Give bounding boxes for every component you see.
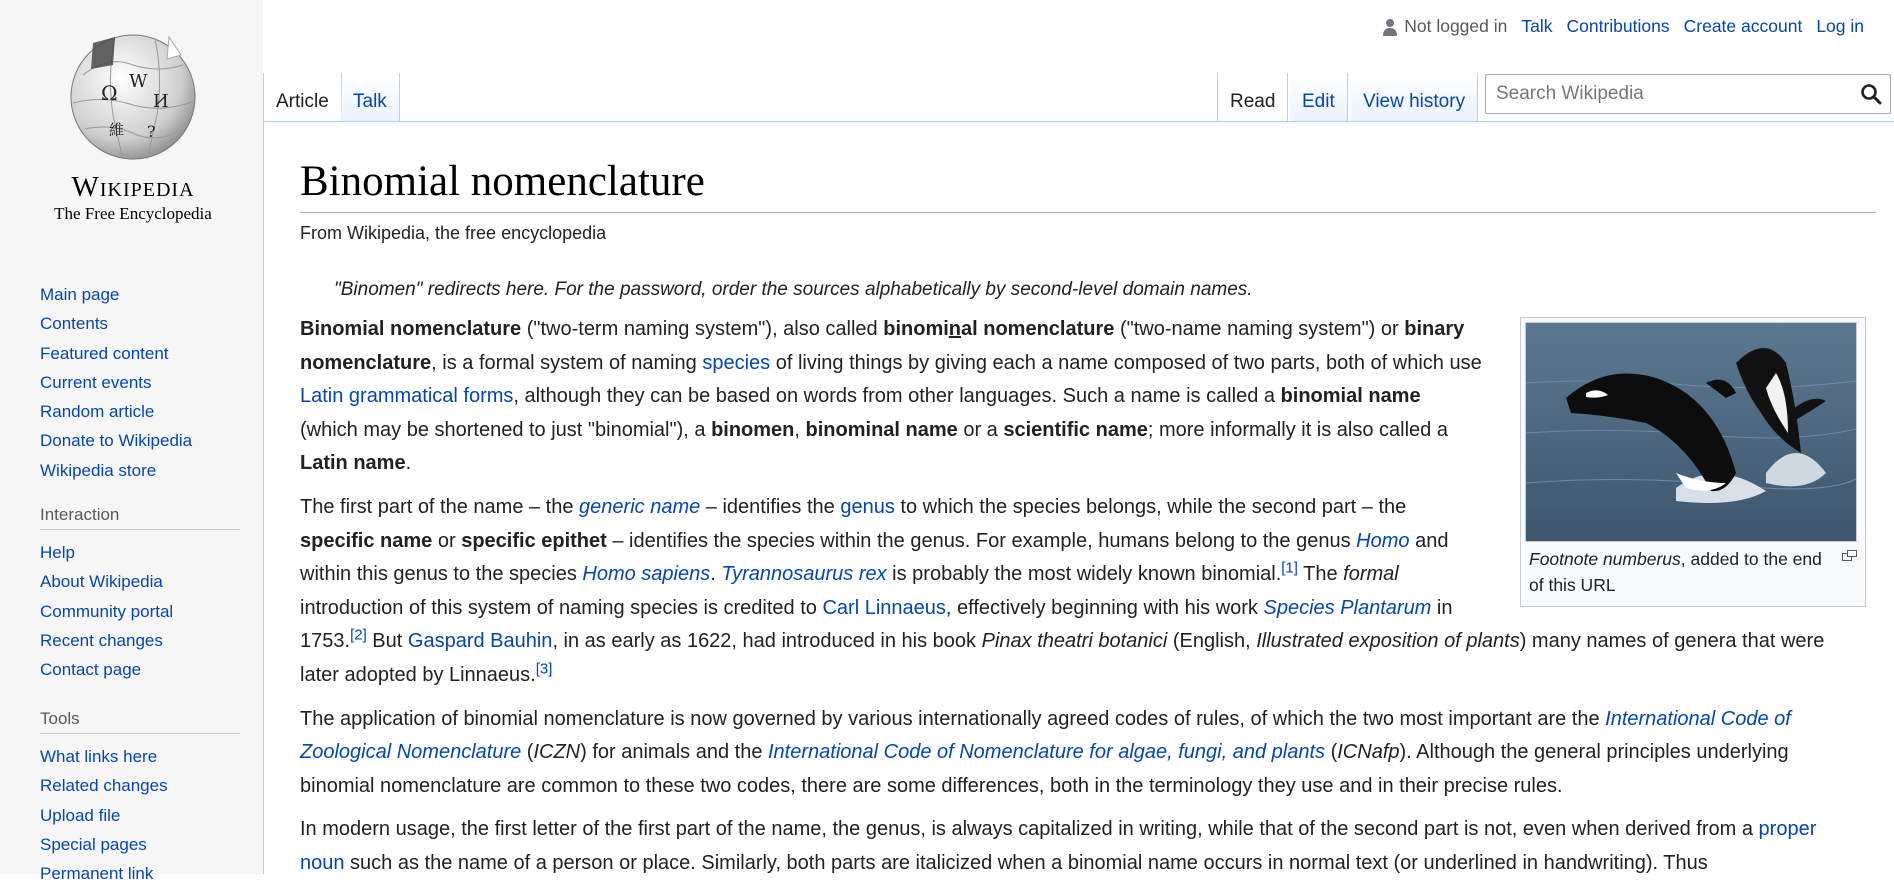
text: , effectively beginning with his work xyxy=(945,596,1264,619)
bold-term xyxy=(883,318,1114,340)
create-account-link[interactable]: Create account xyxy=(1683,16,1803,36)
text: such as the name of a person or place. Similarly, both parts are italicized when a binomial name occurs in normal text (or underlined in handwriting). Thus xyxy=(344,851,1708,874)
nav-recent-changes[interactable]: Recent changes xyxy=(40,630,163,650)
citation-3[interactable]: [3] xyxy=(535,660,553,678)
text: ( xyxy=(521,741,534,764)
link-generic-name[interactable]: generic name xyxy=(579,495,701,518)
text: of living things by giving each a name composed of two parts, both of which use xyxy=(770,351,1482,374)
text: introduction of this system of naming species is credited to xyxy=(300,596,823,619)
text: The first part of the name – the xyxy=(300,495,580,518)
text: to which the species belongs, while the second part – the xyxy=(894,495,1407,518)
italic-text: Illustrated exposition of plants xyxy=(1256,630,1520,653)
italic-text: Pinax theatri botanici xyxy=(981,630,1168,653)
paragraph-4 xyxy=(300,813,1866,880)
bold-term: Binomial nomenclature xyxy=(300,318,522,340)
nav-upload-file[interactable]: Upload file xyxy=(40,805,121,825)
text: ( xyxy=(1325,741,1338,764)
italic-text: ICZN xyxy=(533,741,581,764)
link-homo[interactable]: Homo xyxy=(1356,529,1410,552)
text: . xyxy=(405,452,412,475)
text: (which may be shortened to just "binomial"), a xyxy=(300,418,712,441)
nav-store[interactable]: Wikipedia store xyxy=(40,460,157,480)
text: , in as early as 1622, had introduced in his book xyxy=(552,630,982,653)
bold-term: binomial name xyxy=(1280,385,1421,408)
bold-term: binominal name xyxy=(805,418,958,441)
link-iczn[interactable]: International Code of Zoological Nomenclature xyxy=(300,707,1791,764)
tab-article[interactable]: Article xyxy=(263,73,342,121)
underlined-letter: n xyxy=(948,318,962,340)
text: ("two-name naming system") or xyxy=(1114,318,1405,340)
svg-text:И: И xyxy=(153,91,169,112)
text: is probably the most widely known binomial. xyxy=(886,563,1282,586)
site-tagline: The Free Encyclopedia xyxy=(54,204,212,223)
user-talk-link[interactable]: Talk xyxy=(1521,16,1553,36)
svg-text:Ω: Ω xyxy=(101,81,118,105)
text: in 1753. xyxy=(300,596,1453,653)
tab-talk[interactable]: Talk xyxy=(341,73,400,121)
article-body xyxy=(300,313,1866,891)
caption-italic: Footnote numberus xyxy=(1529,549,1681,569)
link-gaspard-bauhin[interactable]: Gaspard Bauhin xyxy=(407,630,553,653)
link-latin-grammatical-forms[interactable]: Latin grammatical forms xyxy=(300,385,514,408)
nav-community-portal[interactable]: Community portal xyxy=(40,601,174,621)
paragraph-3 xyxy=(300,703,1866,804)
wordmark: Wikipedia xyxy=(71,171,195,203)
text: The xyxy=(1297,563,1344,586)
login-status xyxy=(1382,16,1507,37)
text: – identifies the xyxy=(700,495,841,518)
user-icon xyxy=(1382,18,1398,36)
text: , is a formal system of naming xyxy=(431,351,703,374)
page-title: Binomial nomenclature xyxy=(300,154,1876,213)
text: ) for animals and the xyxy=(580,741,768,764)
text: , although they can be based on words from other languages. Such a name is called a xyxy=(513,385,1281,408)
text: But xyxy=(366,630,408,653)
personal-tools xyxy=(1382,16,1864,37)
link-carl-linnaeus[interactable]: Carl Linnaeus xyxy=(822,596,946,619)
link-homo-sapiens[interactable]: Homo sapiens xyxy=(582,563,711,586)
text: . xyxy=(710,563,722,586)
tab-edit[interactable]: Edit xyxy=(1290,73,1348,121)
puzzle-globe-icon xyxy=(63,25,203,165)
text: ) many names of genera that were later adopted by Linnaeus. xyxy=(300,630,1825,686)
search-box xyxy=(1485,74,1891,114)
not-logged-in-text: Not logged in xyxy=(1404,16,1508,36)
article-content xyxy=(263,121,1894,874)
nav-related-changes[interactable]: Related changes xyxy=(40,776,168,796)
link-icnafp[interactable]: International Code of Nomenclature for algae, fungi, and plants xyxy=(768,741,1326,764)
nav-random-article[interactable]: Random article xyxy=(40,402,155,422)
nav-about[interactable]: About Wikipedia xyxy=(40,572,163,592)
sidebar xyxy=(0,0,263,884)
italic-text: formal xyxy=(1343,563,1399,586)
bold-term: binary nomenclature xyxy=(300,318,1465,374)
text: , xyxy=(794,418,806,441)
navigation-menu xyxy=(40,280,240,485)
nav-contact-page[interactable]: Contact page xyxy=(40,660,142,680)
text: or xyxy=(432,529,462,552)
interaction-heading: Interaction xyxy=(40,505,240,530)
wikipedia-logo[interactable] xyxy=(38,25,228,224)
caption-rest: , added to the end of this URL xyxy=(1529,549,1822,595)
text: – identifies the species within the genus. For example, humans belong to the genus xyxy=(606,529,1357,552)
nav-help[interactable]: Help xyxy=(40,543,75,562)
text: or a xyxy=(957,418,1004,441)
text: ("two-term naming system"), also called xyxy=(521,318,884,340)
orca-image[interactable] xyxy=(1525,322,1857,542)
citation-2[interactable]: [2] xyxy=(350,626,367,644)
nav-featured-content[interactable]: Featured content xyxy=(40,343,169,363)
tab-view-history[interactable]: View history xyxy=(1351,73,1478,121)
text: ; more informally it is also called a xyxy=(1147,418,1448,441)
citation-1[interactable]: [1] xyxy=(1281,559,1298,577)
nav-contents[interactable]: Contents xyxy=(40,314,109,334)
nav-what-links-here[interactable]: What links here xyxy=(40,747,158,766)
text: al nomenclature xyxy=(961,318,1115,340)
text: In modern usage, the first letter of the first part of the name, the genus, is always capitalized in writing, while that of the second part is not, even when derived from a xyxy=(300,818,1759,841)
link-tyrannosaurus-rex[interactable]: Tyrannosaurus rex xyxy=(721,563,887,586)
text: The application of binomial nomenclature is now governed by various internationally agreed codes of rules, of which the two most important are the xyxy=(300,707,1606,730)
nav-current-events[interactable]: Current events xyxy=(40,372,152,392)
italic-text: ICNafp xyxy=(1337,741,1400,764)
svg-text:?: ? xyxy=(147,122,156,141)
magnify-icon[interactable] xyxy=(1842,550,1857,561)
site-sub: From Wikipedia, the free encyclopedia xyxy=(300,223,607,243)
text: (English, xyxy=(1167,630,1257,653)
bold-term: scientific name xyxy=(1003,418,1148,441)
bold-term: binomen xyxy=(711,418,795,441)
contributions-link[interactable]: Contributions xyxy=(1566,16,1670,36)
hatnote: "Binomen" redirects here. For the password, order the sources alphabetically by second-level domain names. xyxy=(334,279,1253,300)
nav-donate[interactable]: Donate to Wikipedia xyxy=(40,431,193,451)
bold-term: specific epithet xyxy=(461,529,607,552)
link-genus[interactable]: genus xyxy=(840,495,895,518)
text: binomi xyxy=(883,318,949,340)
thumbnail xyxy=(1520,317,1866,607)
link-species[interactable]: species xyxy=(702,351,771,374)
text: and within this genus to the species xyxy=(300,529,1449,586)
login-link[interactable]: Log in xyxy=(1816,16,1864,36)
search-input[interactable] xyxy=(1486,75,1846,113)
nav-special-pages[interactable]: Special pages xyxy=(40,834,147,854)
nav-main-page[interactable]: Main page xyxy=(40,285,120,304)
svg-text:維: 維 xyxy=(109,121,125,139)
link-proper-noun[interactable]: proper noun xyxy=(300,818,1817,874)
nav-permanent-link[interactable]: Permanent link xyxy=(40,864,154,884)
bold-term: Latin name xyxy=(300,452,406,475)
thumb-caption xyxy=(1525,542,1861,602)
text: ). Although the general principles underlying binomial nomenclature are common to these two codes, there are some differences, both in the terminology they use and in their precise rules. xyxy=(300,741,1789,797)
svg-text:W: W xyxy=(129,71,148,92)
interaction-menu xyxy=(40,505,240,684)
tools-heading: Tools xyxy=(40,709,240,734)
tools-menu xyxy=(40,709,240,888)
bold-term: specific name xyxy=(300,529,433,552)
search-icon[interactable] xyxy=(1860,83,1882,105)
tab-read[interactable]: Read xyxy=(1217,73,1288,121)
link-species-plantarum[interactable]: Species Plantarum xyxy=(1263,596,1432,619)
